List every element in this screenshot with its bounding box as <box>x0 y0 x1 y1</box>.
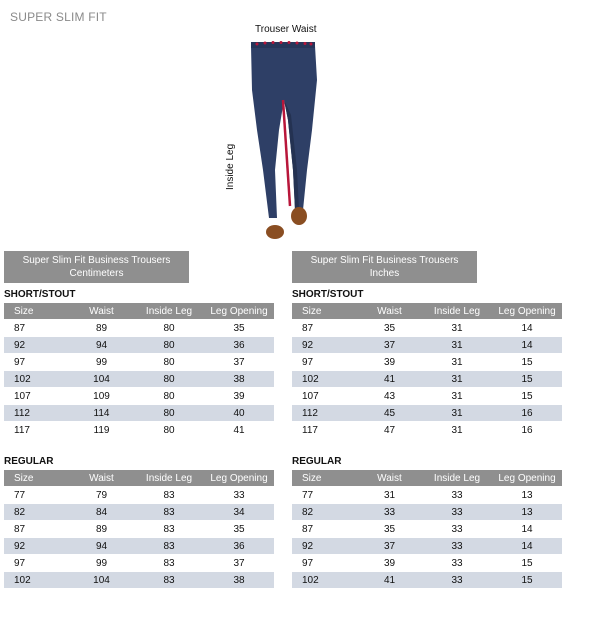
table-cell: 14 <box>492 320 562 337</box>
table-cell: 45 <box>357 405 422 422</box>
table-cell: 87 <box>292 320 357 337</box>
table-header-row <box>4 303 274 320</box>
table-cell: 94 <box>69 337 134 354</box>
header-inches-unit: Inches <box>369 268 400 279</box>
table-cell: 14 <box>492 337 562 354</box>
table-row <box>292 538 562 555</box>
table-cell: 80 <box>134 337 204 354</box>
column-header: Inside Leg <box>422 303 492 320</box>
inside-leg-label: Inside Leg <box>225 143 236 190</box>
table-cell: 80 <box>134 405 204 422</box>
table-cell: 38 <box>204 572 274 589</box>
table-cell: 31 <box>357 487 422 504</box>
table-cell: 37 <box>204 354 274 371</box>
table-cell: 38 <box>204 371 274 388</box>
column-header: Size <box>292 470 357 487</box>
column-header: Size <box>4 470 69 487</box>
table-row <box>4 487 274 504</box>
table-cell: 104 <box>69 371 134 388</box>
header-centimeters-title: Super Slim Fit Business Trousers <box>22 255 171 266</box>
column-header: Waist <box>69 470 134 487</box>
table-row <box>292 337 562 354</box>
page-title: SUPER SLIM FIT <box>10 10 107 24</box>
table-cell: 31 <box>422 422 492 439</box>
table-in-regular <box>292 470 562 589</box>
table-cell: 40 <box>204 405 274 422</box>
table-cell: 39 <box>204 388 274 405</box>
section-title-in-short: SHORT/STOUT <box>292 289 364 300</box>
table-cell: 35 <box>204 521 274 538</box>
table-cell: 36 <box>204 337 274 354</box>
table-cell: 92 <box>4 538 69 555</box>
table-cell: 80 <box>134 320 204 337</box>
table-cell: 31 <box>422 405 492 422</box>
table-row <box>4 388 274 405</box>
table-cell: 112 <box>4 405 69 422</box>
table-cell: 107 <box>292 388 357 405</box>
section-title-cm-short: SHORT/STOUT <box>4 289 76 300</box>
table-cell: 77 <box>292 487 357 504</box>
table-cell: 82 <box>292 504 357 521</box>
table-cell: 14 <box>492 538 562 555</box>
table-cell: 33 <box>422 538 492 555</box>
table-cell: 31 <box>422 337 492 354</box>
trouser-figure <box>235 20 335 248</box>
table-cell: 109 <box>69 388 134 405</box>
table-header-row <box>292 470 562 487</box>
table-row <box>292 320 562 337</box>
table-cell: 79 <box>69 487 134 504</box>
table-cell: 13 <box>492 487 562 504</box>
table-cell: 92 <box>292 337 357 354</box>
column-header: Leg Opening <box>492 470 562 487</box>
column-header: Leg Opening <box>204 303 274 320</box>
table-cell: 41 <box>357 572 422 589</box>
table-cell: 92 <box>292 538 357 555</box>
table-cell: 35 <box>204 320 274 337</box>
table-cell: 15 <box>492 555 562 572</box>
table-cell: 80 <box>134 422 204 439</box>
table-header-row <box>4 470 274 487</box>
header-centimeters <box>4 251 189 283</box>
table-cell: 41 <box>357 371 422 388</box>
table-row <box>292 487 562 504</box>
table-cell: 97 <box>4 354 69 371</box>
table-cell: 35 <box>357 521 422 538</box>
waist-label: Trouser Waist <box>255 24 317 35</box>
table-cell: 15 <box>492 388 562 405</box>
table-cell: 114 <box>69 405 134 422</box>
table-row <box>4 572 274 589</box>
table-cell: 102 <box>292 371 357 388</box>
column-header: Leg Opening <box>204 470 274 487</box>
table-row <box>4 422 274 439</box>
table-cell: 36 <box>204 538 274 555</box>
table-cell: 33 <box>422 521 492 538</box>
section-title-in-regular: REGULAR <box>292 456 342 467</box>
table-cell: 107 <box>4 388 69 405</box>
table-row <box>292 555 562 572</box>
table-row <box>4 371 274 388</box>
header-inches <box>292 251 477 283</box>
table-cell: 80 <box>134 354 204 371</box>
table-cell: 47 <box>357 422 422 439</box>
table-row <box>4 354 274 371</box>
table-cell: 83 <box>134 504 204 521</box>
right-shoe <box>291 207 307 225</box>
table-row <box>292 572 562 589</box>
table-cell: 87 <box>292 521 357 538</box>
table-cell: 97 <box>292 555 357 572</box>
column-header: Size <box>292 303 357 320</box>
table-row <box>4 504 274 521</box>
table-cell: 35 <box>357 320 422 337</box>
header-inches-title: Super Slim Fit Business Trousers <box>310 255 459 266</box>
table-cell: 39 <box>357 555 422 572</box>
table-cell: 119 <box>69 422 134 439</box>
table-cell: 13 <box>492 504 562 521</box>
table-row <box>4 555 274 572</box>
table-cell: 80 <box>134 388 204 405</box>
column-header: Waist <box>357 470 422 487</box>
table-cell: 84 <box>69 504 134 521</box>
table-cell: 102 <box>4 572 69 589</box>
table-row <box>292 371 562 388</box>
table-cell: 102 <box>4 371 69 388</box>
table-cell: 31 <box>422 320 492 337</box>
column-header: Size <box>4 303 69 320</box>
table-cell: 14 <box>492 521 562 538</box>
column-header: Inside Leg <box>134 470 204 487</box>
table-cell: 117 <box>292 422 357 439</box>
table-cell: 33 <box>422 487 492 504</box>
table-cell: 34 <box>204 504 274 521</box>
table-cell: 33 <box>204 487 274 504</box>
table-cell: 99 <box>69 354 134 371</box>
table-cell: 31 <box>422 371 492 388</box>
column-header: Inside Leg <box>422 470 492 487</box>
table-cell: 31 <box>422 354 492 371</box>
table-cell: 97 <box>292 354 357 371</box>
table-cell: 43 <box>357 388 422 405</box>
table-cell: 97 <box>4 555 69 572</box>
table-cell: 37 <box>204 555 274 572</box>
table-cell: 92 <box>4 337 69 354</box>
table-cell: 15 <box>492 371 562 388</box>
table-cell: 83 <box>134 538 204 555</box>
table-cell: 31 <box>422 388 492 405</box>
table-row <box>292 521 562 538</box>
table-cell: 87 <box>4 320 69 337</box>
column-header: Waist <box>357 303 422 320</box>
table-cell: 41 <box>204 422 274 439</box>
table-row <box>292 504 562 521</box>
table-in-short <box>292 303 562 439</box>
table-cell: 99 <box>69 555 134 572</box>
table-cm-regular <box>4 470 274 589</box>
table-row <box>4 521 274 538</box>
table-cell: 83 <box>134 521 204 538</box>
table-cell: 16 <box>492 405 562 422</box>
table-cell: 33 <box>422 572 492 589</box>
table-row <box>292 388 562 405</box>
table-row <box>4 538 274 555</box>
table-cell: 37 <box>357 538 422 555</box>
header-centimeters-unit: Centimeters <box>69 268 124 279</box>
column-header: Inside Leg <box>134 303 204 320</box>
table-cell: 117 <box>4 422 69 439</box>
table-cell: 83 <box>134 572 204 589</box>
table-row <box>4 337 274 354</box>
table-cell: 94 <box>69 538 134 555</box>
table-row <box>292 405 562 422</box>
table-cell: 37 <box>357 337 422 354</box>
table-cell: 87 <box>4 521 69 538</box>
table-cell: 16 <box>492 422 562 439</box>
table-cell: 15 <box>492 354 562 371</box>
table-row <box>4 320 274 337</box>
table-cell: 89 <box>69 521 134 538</box>
table-cell: 83 <box>134 555 204 572</box>
table-cm-short <box>4 303 274 439</box>
table-cell: 102 <box>292 572 357 589</box>
table-cell: 82 <box>4 504 69 521</box>
table-row <box>292 422 562 439</box>
section-title-cm-regular: REGULAR <box>4 456 54 467</box>
table-cell: 77 <box>4 487 69 504</box>
table-row <box>292 354 562 371</box>
table-cell: 104 <box>69 572 134 589</box>
table-cell: 33 <box>422 504 492 521</box>
column-header: Leg Opening <box>492 303 562 320</box>
table-cell: 33 <box>422 555 492 572</box>
table-cell: 39 <box>357 354 422 371</box>
table-cell: 83 <box>134 487 204 504</box>
table-cell: 89 <box>69 320 134 337</box>
table-header-row <box>292 303 562 320</box>
table-row <box>4 405 274 422</box>
table-cell: 15 <box>492 572 562 589</box>
table-cell: 80 <box>134 371 204 388</box>
table-cell: 33 <box>357 504 422 521</box>
left-shoe <box>266 225 284 239</box>
column-header: Waist <box>69 303 134 320</box>
table-cell: 112 <box>292 405 357 422</box>
